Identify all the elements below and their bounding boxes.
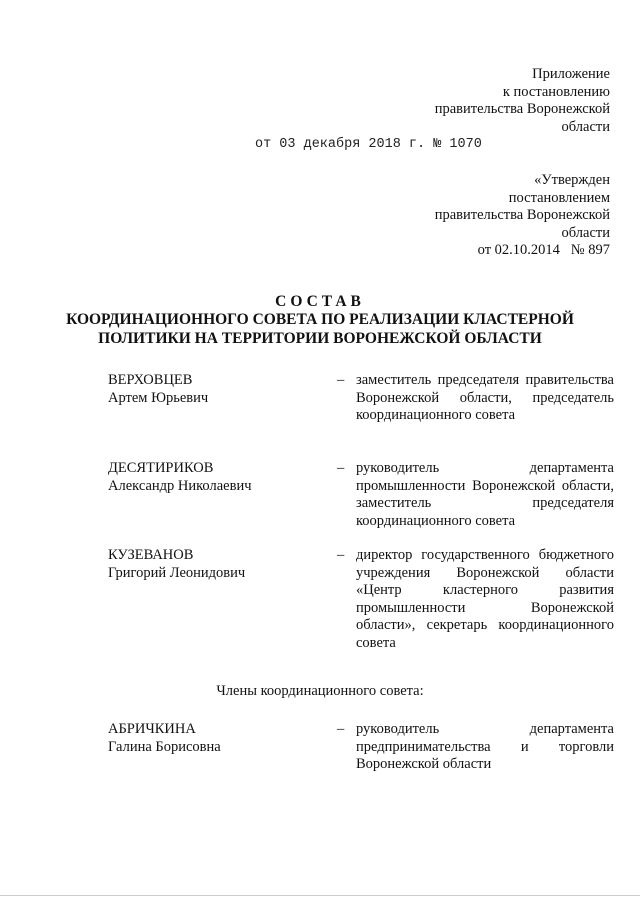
member-position: заместитель председателя правительства Воронежской области, председатель координационного совета <box>356 372 614 423</box>
approved-line: от 02.10.2014 № 897 <box>477 242 610 258</box>
appendix-line: области <box>561 118 610 135</box>
member-name <box>108 547 245 582</box>
member-surname: ДЕСЯТИРИКОВ <box>108 460 214 476</box>
resolution-stamp: от 03 декабря 2018 г. № 1070 <box>255 137 482 152</box>
dash-separator: – <box>337 372 345 388</box>
appendix-line: правительства Воронежской <box>434 101 610 117</box>
member-given-names: Александр Николаевич <box>108 477 252 494</box>
appendix-line: Приложение <box>532 66 610 82</box>
member-given-names: Артем Юрьевич <box>108 389 209 406</box>
document-title: СОСТАВ <box>275 293 365 310</box>
approved-block <box>435 172 610 260</box>
subtitle-line: КООРДИНАЦИОННОГО СОВЕТА ПО РЕАЛИЗАЦИИ КЛАСТЕРНОЙ <box>66 311 574 328</box>
member-name <box>108 460 252 495</box>
appendix-header <box>435 66 610 136</box>
member-position: руководитель департамента предпринимательства и торговли Воронежской области <box>356 721 614 772</box>
member-surname: КУЗЕВАНОВ <box>108 547 194 563</box>
approved-line: «Утвержден <box>534 172 610 188</box>
member-surname: ВЕРХОВЦЕВ <box>108 372 193 388</box>
approved-line: правительства Воронежской <box>434 207 610 223</box>
member-given-names: Галина Борисовна <box>108 738 221 755</box>
approved-line: постановлением <box>508 189 610 206</box>
dash-separator: – <box>337 547 345 563</box>
document-subtitle <box>0 310 640 348</box>
council-members-heading: Члены координационного совета: <box>216 683 424 699</box>
member-surname: АБРИЧКИНА <box>108 721 196 737</box>
appendix-line: к постановлению <box>502 83 610 100</box>
approved-line: области <box>561 224 610 241</box>
dash-separator: – <box>337 721 345 737</box>
member-name <box>108 721 221 756</box>
member-given-names: Григорий Леонидович <box>108 564 246 581</box>
member-position: директор государственного бюджетного учреждения Воронежской области «Центр кластерного развития промышленности Воронежской области», секретарь координационного совета <box>356 547 614 651</box>
scan-edge-line <box>0 895 640 896</box>
member-position: руководитель департамента промышленности Воронежской области, заместитель председателя координационного совета <box>356 460 614 529</box>
member-name <box>108 372 208 407</box>
dash-separator: – <box>337 460 345 476</box>
subtitle-line: ПОЛИТИКИ НА ТЕРРИТОРИИ ВОРОНЕЖСКОЙ ОБЛАСТИ <box>98 330 542 347</box>
